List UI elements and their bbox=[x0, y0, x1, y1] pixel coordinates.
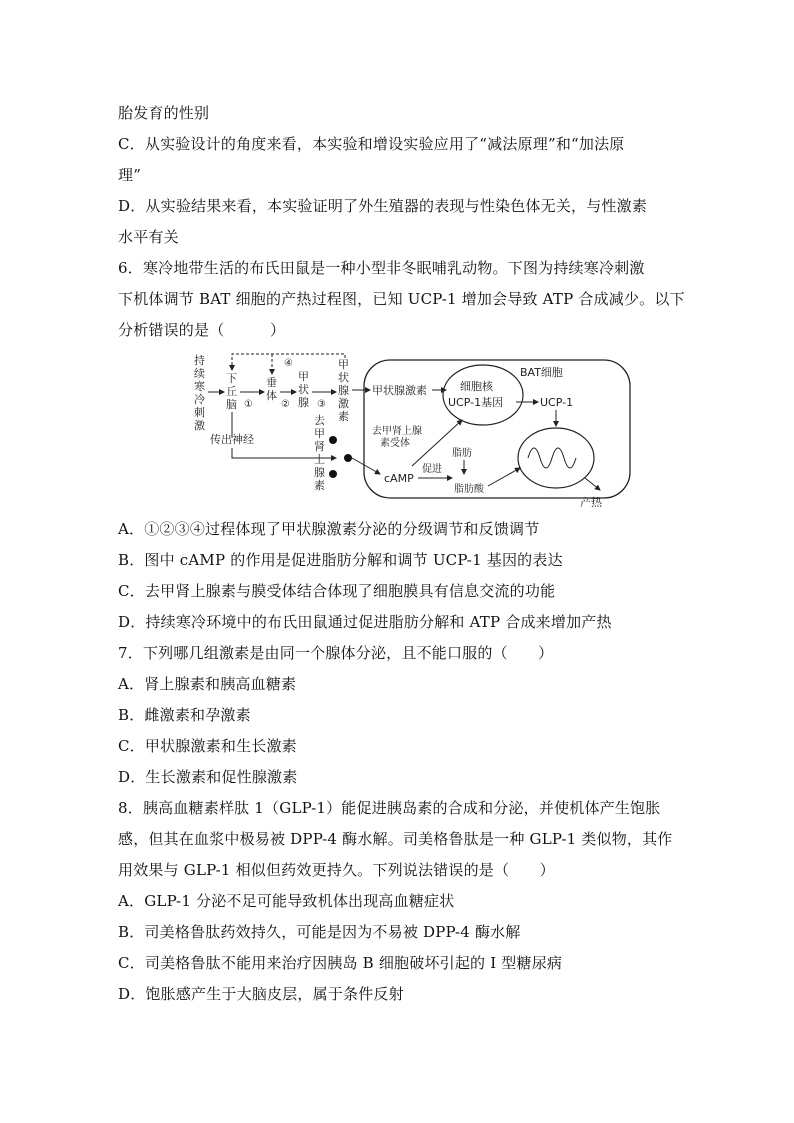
receptor-label-1: 去甲肾上腺 bbox=[372, 426, 422, 437]
question-8-stem: 用效果与 GLP-1 相似但药效更持久。下列说法错误的是（ ） bbox=[118, 861, 555, 879]
question-6-stem: 分析错误的是（ ） bbox=[118, 321, 286, 339]
step-2-label: ② bbox=[281, 399, 290, 410]
norepinephrine-label bbox=[314, 413, 325, 492]
question-8-stem: 感，但其在血浆中极易被 DPP-4 酶水解。司美格鲁肽是一种 GLP-1 类似物，其作 bbox=[118, 830, 673, 848]
promote-label: 促进 bbox=[422, 464, 442, 475]
step-1-label: ① bbox=[244, 399, 253, 410]
question-8-stem: 8．胰高血糖素样肽 1（GLP-1）能促进胰岛素的合成和分泌，并使机体产生饱胀 bbox=[118, 799, 661, 817]
bat-cell-label: BAT细胞 bbox=[520, 366, 563, 379]
svg-text:刺: 刺 bbox=[194, 406, 205, 419]
thyroid-label bbox=[298, 370, 309, 409]
text-line: 胎发育的性别 bbox=[118, 104, 210, 122]
svg-text:腺: 腺 bbox=[338, 384, 349, 397]
question-6-option-a: A．①②③④过程体现了甲状腺激素分泌的分级调节和反馈调节 bbox=[118, 520, 540, 538]
nucleus-label: 细胞核 bbox=[460, 380, 493, 393]
question-8-option-a: A．GLP-1 分泌不足可能导致机体出现高血糖症状 bbox=[118, 892, 455, 910]
fatty-acid-label: 脂肪酸 bbox=[454, 484, 484, 495]
svg-text:素: 素 bbox=[338, 410, 349, 423]
stimulus-label bbox=[194, 353, 205, 432]
option-d-prev: D．从实验结果来看，本实验证明了外生殖器的表现与性染色体无关，与性激素 bbox=[118, 197, 648, 215]
text-line: 理” bbox=[118, 166, 142, 184]
thyroid-hormone-label bbox=[338, 358, 349, 423]
bat-cell-diagram bbox=[180, 350, 640, 510]
svg-text:肾: 肾 bbox=[314, 440, 325, 453]
question-6-option-c: C．去甲肾上腺素与膜受体结合体现了细胞膜具有信息交流的功能 bbox=[118, 582, 556, 600]
hypothalamus-label bbox=[226, 372, 237, 411]
question-6-option-b: B．图中 cAMP 的作用是促进脂肪分解和调节 UCP-1 基因的表达 bbox=[118, 551, 563, 569]
camp-label: cAMP bbox=[384, 472, 414, 485]
svg-text:甲: 甲 bbox=[298, 370, 309, 383]
svg-text:续: 续 bbox=[194, 367, 205, 380]
svg-text:上: 上 bbox=[314, 453, 325, 466]
question-7-option-c: C．甲状腺激素和生长激素 bbox=[118, 737, 297, 755]
svg-text:甲: 甲 bbox=[338, 358, 349, 371]
question-6-stem: 下机体调节 BAT 细胞的产热过程图，已知 UCP-1 增加会导致 ATP 合成减少。以下 bbox=[118, 290, 685, 308]
fat-label: 脂肪 bbox=[452, 448, 472, 459]
svg-text:甲: 甲 bbox=[314, 427, 325, 440]
svg-text:持: 持 bbox=[194, 354, 205, 367]
question-8-option-b: B．司美格鲁肽药效持久，可能是因为不易被 DPP-4 酶水解 bbox=[118, 923, 521, 941]
efferent-nerve-label: 传出神经 bbox=[210, 433, 254, 446]
question-8-option-c: C．司美格鲁肽不能用来治疗因胰岛 B 细胞破坏引起的 I 型糖尿病 bbox=[118, 954, 563, 972]
text-line: 水平有关 bbox=[118, 228, 179, 246]
step-4-label: ④ bbox=[284, 358, 293, 369]
question-6-option-d: D．持续寒冷环境中的布氏田鼠通过促进脂肪分解和 ATP 合成来增加产热 bbox=[118, 613, 612, 631]
svg-text:激: 激 bbox=[194, 419, 205, 432]
question-6-stem: 6．寒冷地带生活的布氏田鼠是一种小型非冬眠哺乳动物。下图为持续寒冷刺激 bbox=[118, 259, 645, 277]
ucp1-protein-label: UCP-1 bbox=[540, 396, 574, 409]
question-7-option-a: A．肾上腺素和胰高血糖素 bbox=[118, 675, 297, 693]
svg-text:状: 状 bbox=[338, 371, 349, 384]
svg-text:冷: 冷 bbox=[194, 393, 205, 406]
step-3-label: ③ bbox=[317, 399, 326, 410]
question-7-stem: 7．下列哪几组激素是由同一个腺体分泌，且不能口服的（ ） bbox=[118, 644, 554, 662]
receptor-label-2: 素受体 bbox=[380, 438, 410, 449]
ucp1-gene-label: UCP-1基因 bbox=[448, 396, 504, 409]
svg-text:去: 去 bbox=[314, 414, 325, 427]
svg-text:状: 状 bbox=[298, 383, 309, 396]
svg-text:腺: 腺 bbox=[298, 396, 309, 409]
svg-text:腺: 腺 bbox=[314, 466, 325, 479]
pituitary-label bbox=[266, 376, 277, 402]
question-7-option-d: D．生长激素和促性腺激素 bbox=[118, 768, 298, 786]
svg-text:丘: 丘 bbox=[226, 385, 237, 398]
svg-text:脑: 脑 bbox=[226, 398, 237, 411]
question-8-option-d: D．饱胀感产生于大脑皮层，属于条件反射 bbox=[118, 985, 404, 1003]
heat-label: 产热 bbox=[580, 496, 602, 509]
svg-text:激: 激 bbox=[338, 397, 349, 410]
option-c-prev: C．从实验设计的角度来看，本实验和增设实验应用了“减法原理”和“加法原 bbox=[118, 135, 625, 153]
question-7-option-b: B．雌激素和孕激素 bbox=[118, 706, 251, 724]
svg-text:垂: 垂 bbox=[266, 376, 277, 389]
svg-text:寒: 寒 bbox=[194, 380, 205, 393]
svg-text:素: 素 bbox=[314, 479, 325, 492]
thyroid-hormone-inner-label: 甲状腺激素 bbox=[372, 384, 427, 397]
svg-text:下: 下 bbox=[226, 372, 237, 385]
svg-text:体: 体 bbox=[266, 389, 277, 402]
